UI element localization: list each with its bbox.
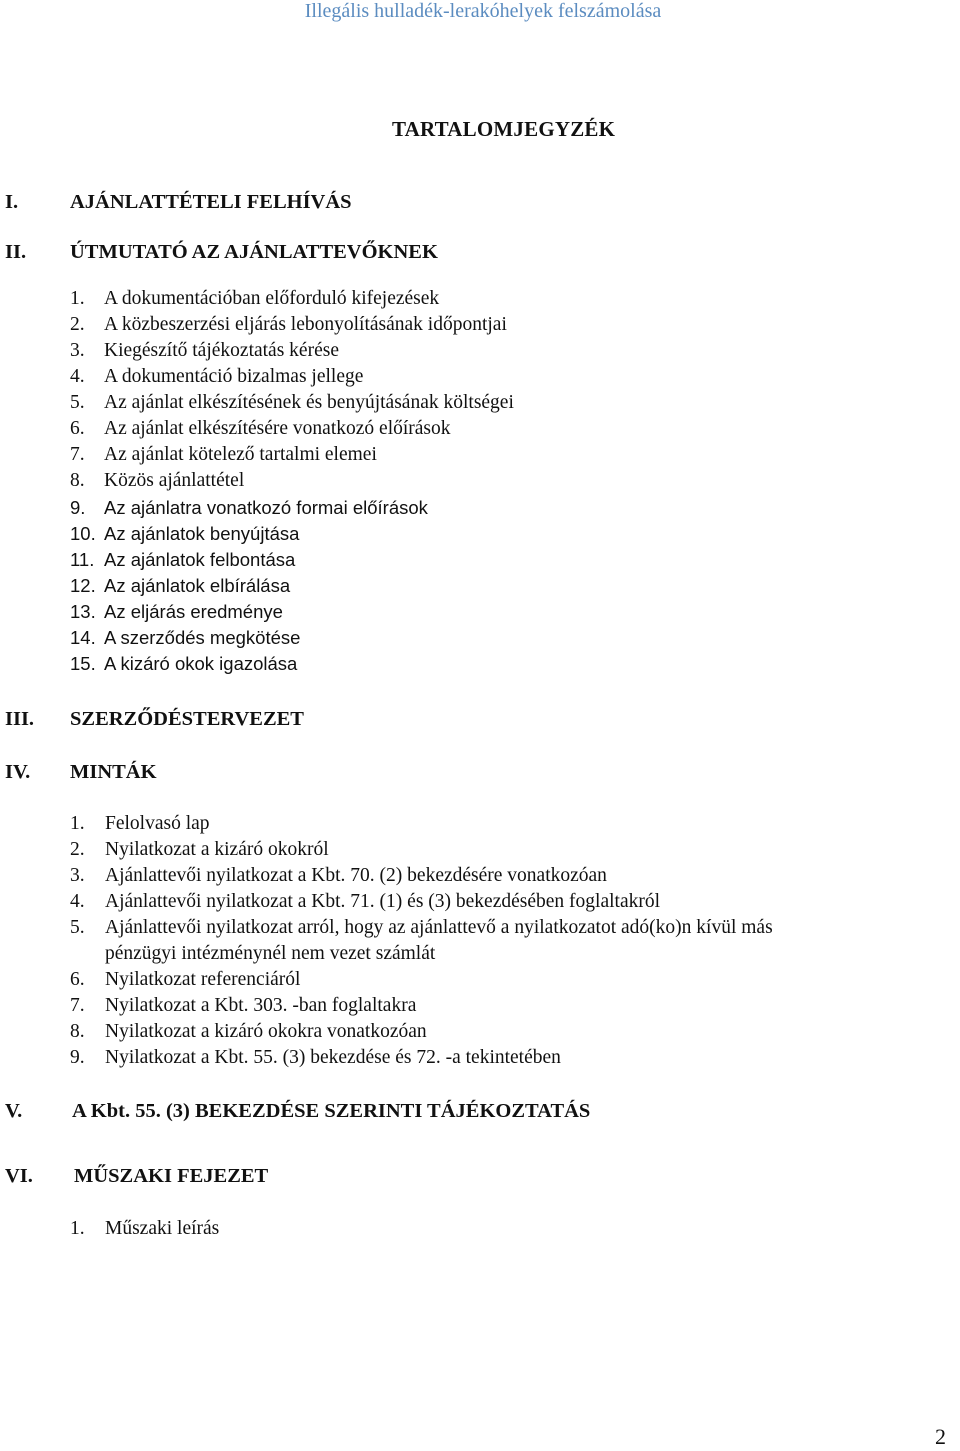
list-item: 8. Közös ajánlattétel [70,470,245,491]
page-header [0,0,960,24]
list-item: 11. Az ajánlatok felbontása [70,549,296,570]
list-item: 6. Nyilatkozat referenciáról [70,969,301,990]
section-title: ÚTMUTATÓ AZ AJÁNLATTEVŐKNEK [70,241,438,263]
list-item: 15. A kizáró okok igazolása [70,653,298,674]
section-title: A Kbt. 55. (3) BEKEZDÉSE SZERINTI TÁJÉKOZTATÁS [72,1100,591,1122]
list-item: 5. Az ajánlat elkészítésének és benyújtásának költségei [70,392,514,413]
header-title: Illegális hulladék-lerakóhelyek felszámolása [304,0,662,22]
list-item: 10. Az ajánlatok benyújtása [70,523,300,544]
section-number: VI. [5,1165,33,1187]
toc-title: TARTALOMJEGYZÉK [392,117,616,141]
list-item: 13. Az eljárás eredménye [70,601,283,622]
section-title: MŰSZAKI FEJEZET [74,1165,269,1187]
list-item: 9. Nyilatkozat a Kbt. 55. (3) bekezdése és 72. -a tekintetében [70,1047,561,1068]
list-item: 2. A közbeszerzési eljárás lebonyolításának időpontjai [70,314,507,335]
list-item: 12. Az ajánlatok elbírálása [70,575,291,596]
list-item: 8. Nyilatkozat a kizáró okokra vonatkozóan [70,1021,427,1042]
list-item: 1. A dokumentációban előforduló kifejezések [70,288,440,309]
list-item: 5. Ajánlattevői nyilatkozat arról, hogy az ajánlattevő a nyilatkozatot adó(ko)n kívül más [70,917,773,938]
section-title: SZERZŐDÉSTERVEZET [70,708,304,730]
list-item: 3. Kiegészítő tájékoztatás kérése [70,340,339,361]
list-item: 7. Az ajánlat kötelező tartalmi elemei [70,444,377,465]
list-item-continuation: pénzügyi intézménynél nem vezet számlát [105,943,436,964]
list-item: 3. Ajánlattevői nyilatkozat a Kbt. 70. (2) bekezdésére vonatkozóan [70,865,607,886]
section-number: II. [5,241,27,263]
list-item: 9. Az ajánlatra vonatkozó formai előírások [70,497,428,518]
list-item: 14. A szerződés megkötése [70,627,301,648]
list-item: 7. Nyilatkozat a Kbt. 303. -ban foglaltakra [70,995,417,1016]
list-item: 4. Ajánlattevői nyilatkozat a Kbt. 71. (1) és (3) bekezdésében foglaltakról [70,891,661,912]
section-number: III. [5,708,35,730]
section-number: V. [5,1100,23,1122]
section-number: IV. [5,761,31,783]
list-item: 1. Műszaki leírás [70,1218,220,1239]
list-item: 6. Az ajánlat elkészítésére vonatkozó előírások [70,418,451,439]
list-item: 2. Nyilatkozat a kizáró okokról [70,839,329,860]
list-item: 4. A dokumentáció bizalmas jellege [70,366,364,387]
section-title: MINTÁK [70,761,157,783]
list-item: 1. Felolvasó lap [70,813,210,834]
section-number: I. [5,191,19,213]
page-number: 2 [935,1424,946,1449]
section-title: AJÁNLATTÉTELI FELHÍVÁS [70,191,352,213]
